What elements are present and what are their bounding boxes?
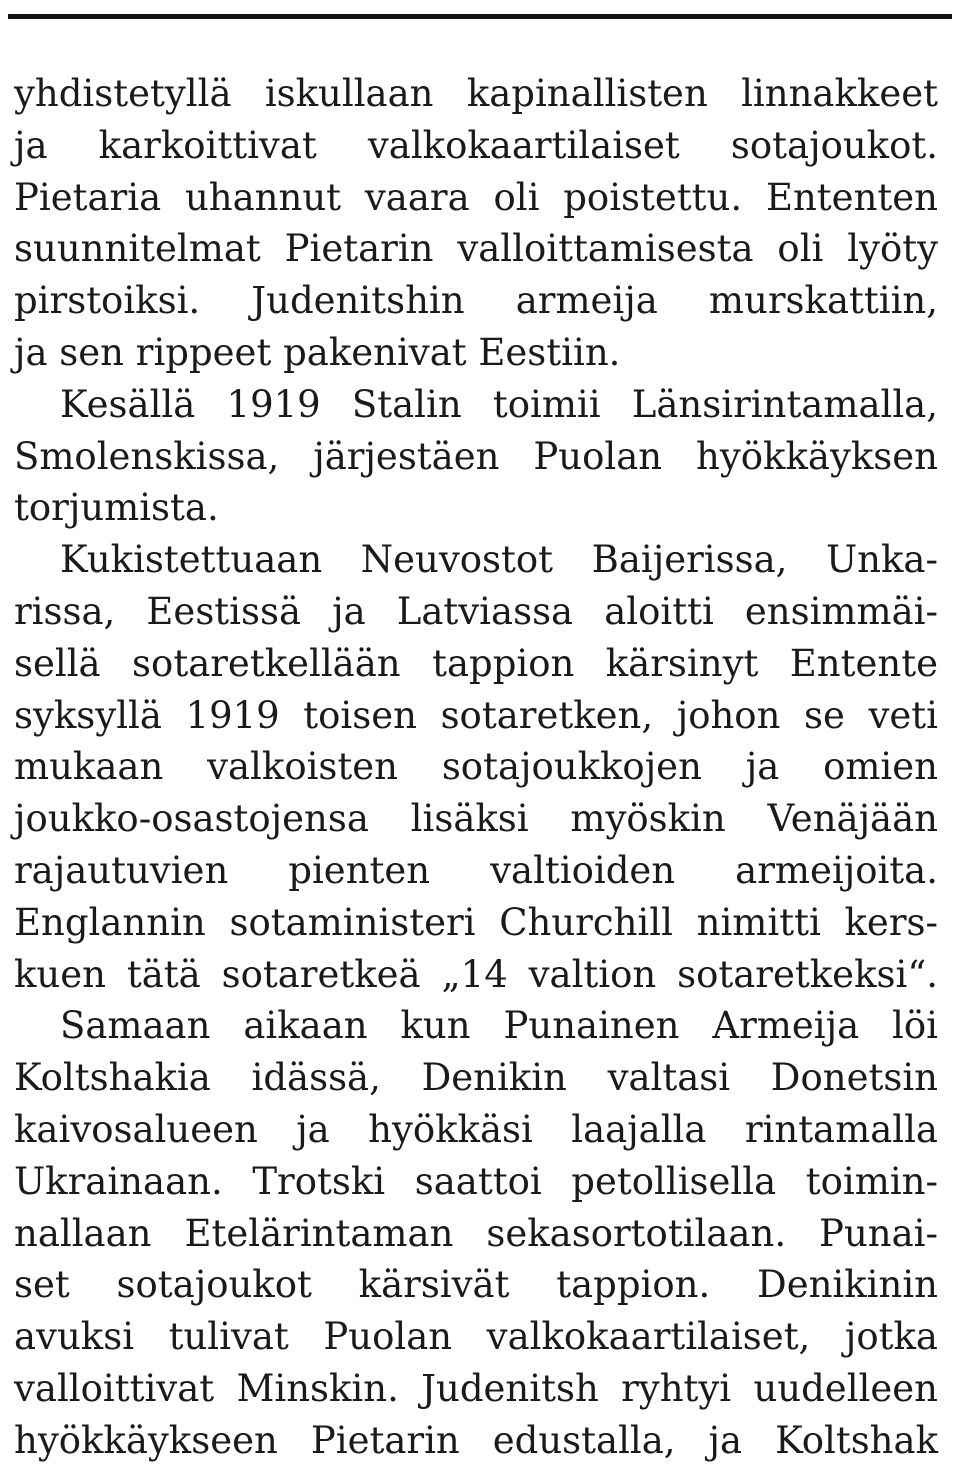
text-line: Ukrainaan. Trotski saattoi petollisella toimin-: [14, 1159, 938, 1203]
text-line: rajautuvien pienten valtioiden armeijoita.: [14, 848, 938, 892]
text-line: rissa, Eestissä ja Latviassa aloitti ensimmäi-: [14, 589, 938, 633]
text-line: set sotajoukot kärsivät tappion. Denikinin: [14, 1263, 938, 1307]
text-line: nallaan Etelärintaman sekasortotilaan. Punai-: [14, 1211, 938, 1255]
text-line: joukko-osastojensa lisäksi myöskin Venäjään: [14, 797, 938, 841]
text-line: sellä sotaretkellään tappion kärsinyt Entente: [14, 641, 938, 685]
text-line: suunnitelmat Pietarin valloittamisesta oli lyöty: [14, 227, 938, 271]
text-line: ja karkoittivat valkokaartilaiset sotajoukot.: [14, 123, 938, 167]
text-line: Samaan aikaan kun Punainen Armeija löi: [60, 1004, 938, 1048]
text-line: torjumista.: [14, 486, 219, 530]
text-line: Kesällä 1919 Stalin toimii Länsirintamalla,: [60, 382, 938, 426]
text-line: Smolenskissa, järjestäen Puolan hyökkäyksen: [14, 434, 938, 478]
text-line: syksyllä 1919 toisen sotaretken, johon se veti: [14, 693, 938, 737]
text-line: yhdistetyllä iskullaan kapinallisten linnakkeet: [14, 72, 938, 115]
text-line: Pietaria uhannut vaara oli poistettu. Ententen: [14, 175, 938, 219]
text-line: pirstoiksi. Judenitshin armeija murskattiin,: [14, 279, 938, 323]
text-line: hyökkäykseen Pietarin edustalla, ja Koltshak: [14, 1418, 938, 1462]
text-line: mukaan valkoisten sotajoukkojen ja omien: [14, 745, 938, 789]
page-text: [14, 68, 938, 1467]
text-line: kuen tätä sotaretkeä „14 valtion sotaretkeksi“.: [14, 952, 938, 996]
text-line: Koltshakia idässä, Denikin valtasi Donetsin: [14, 1056, 938, 1100]
text-line: Englannin sotaministeri Churchill nimitti kers-: [14, 900, 938, 944]
text-line: Kukistettuaan Neuvostot Baijerissa, Unka-: [60, 538, 938, 582]
text-line: kaivosalueen ja hyökkäsi laajalla rintamalla: [14, 1107, 938, 1151]
top-rule: [8, 14, 952, 19]
text-line: avuksi tulivat Puolan valkokaartilaiset, jotka: [14, 1315, 938, 1359]
text-line: valloittivat Minskin. Judenitsh ryhtyi uudelleen: [14, 1366, 938, 1410]
text-line: ja sen rippeet pakenivat Eestiin.: [14, 330, 621, 374]
